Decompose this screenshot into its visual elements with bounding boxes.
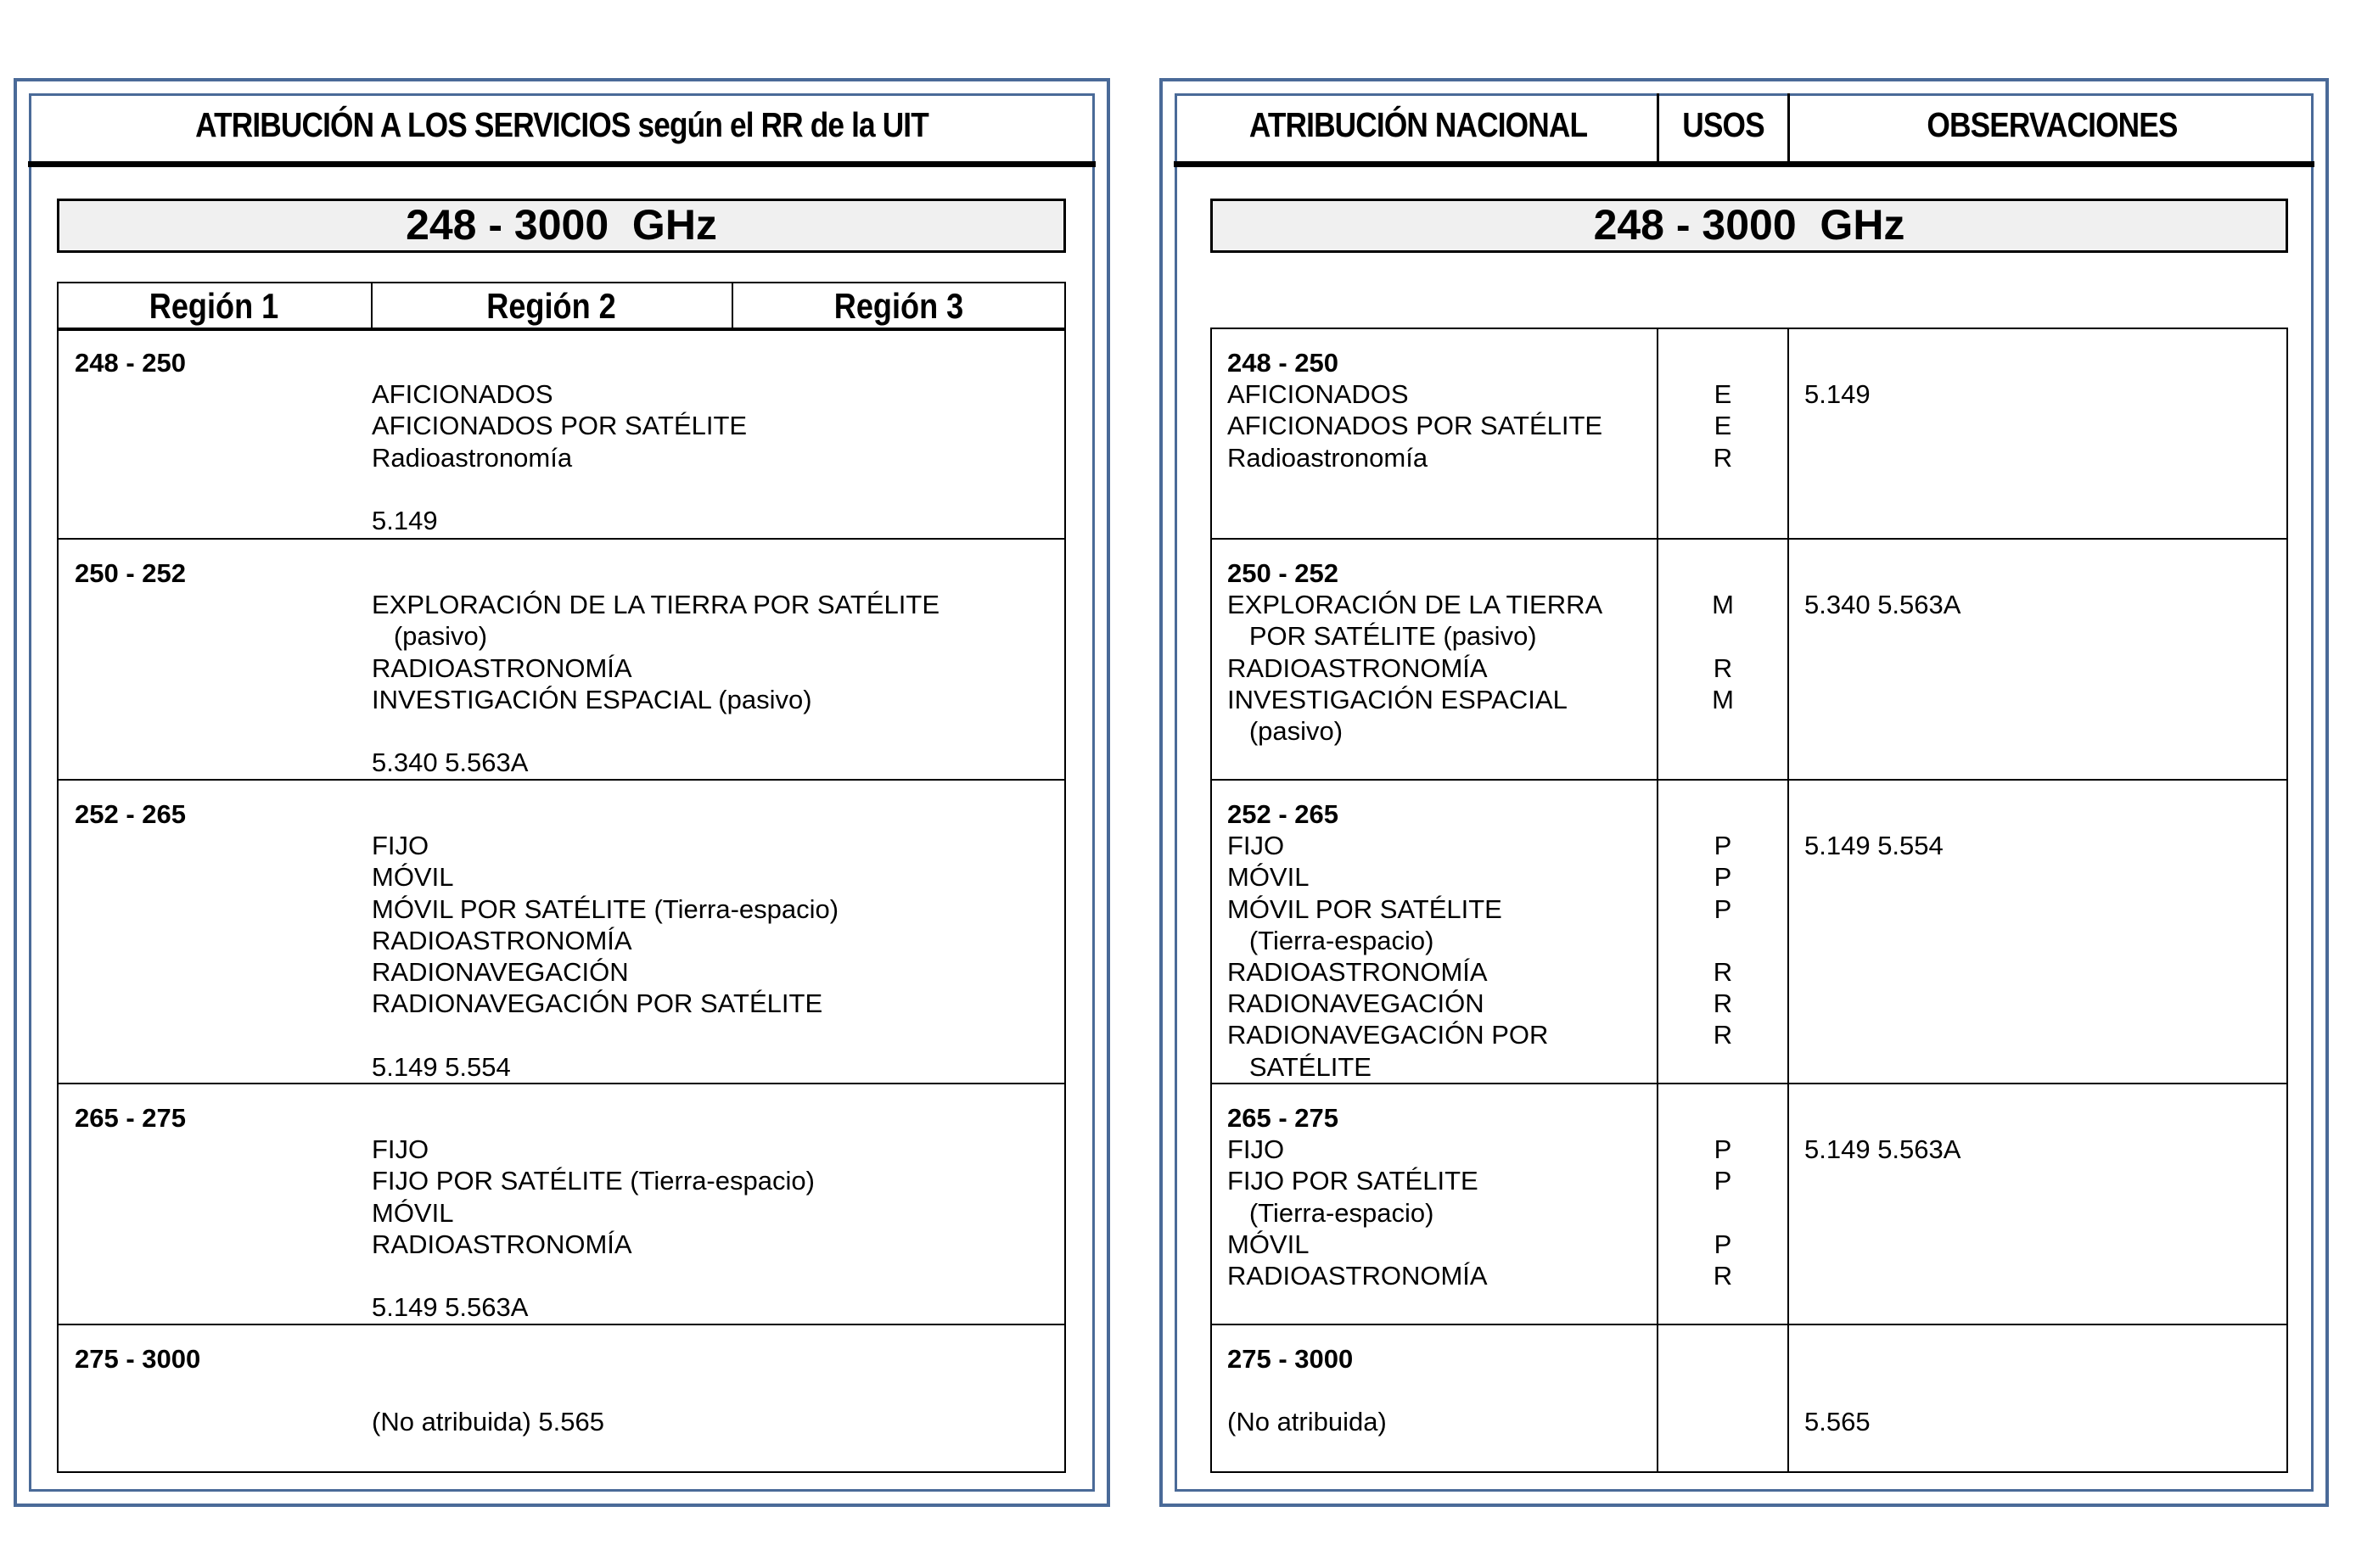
right-row-range: 252 - 265 [1227,799,1338,829]
right-row-service: (No atribuida) [1227,1407,1387,1437]
right-row-service: EXPLORACIÓN DE LA TIERRA [1227,590,1603,620]
right-row-service: AFICIONADOS [1227,379,1409,410]
right-row-uso: R [1713,957,1733,987]
right-row-divider [1210,1324,2288,1325]
right-row-service: RADIOASTRONOMÍA [1227,1261,1488,1291]
right-row-uso: M [1712,590,1734,620]
left-row-line: MÓVIL [372,1197,454,1228]
right-row-observaciones: 5.340 5.563A [1804,590,1961,620]
left-row-line: RADIOASTRONOMÍA [372,652,632,683]
left-row-line: (pasivo) [372,621,488,652]
right-row-service: RADIOASTRONOMÍA [1227,652,1488,683]
region-3-label: Región 3 [833,286,964,326]
right-row-service: AFICIONADOS POR SATÉLITE [1227,411,1603,441]
left-row-range: 265 - 275 [75,1103,186,1133]
left-row-line: RADIONAVEGACIÓN [372,957,629,987]
right-band-title: 248 - 3000 GHz [1210,199,2288,253]
left-title: ATRIBUCIÓN A LOS SERVICIOS según el RR de la UIT [195,105,928,144]
left-row-line: 5.149 5.563A [372,1292,529,1323]
right-row-service: FIJO [1227,831,1285,861]
right-row-uso: P [1714,1166,1732,1196]
right-row-service: MÓVIL [1227,862,1310,893]
right-row-service: SATÉLITE [1227,1051,1372,1082]
left-row-line: EXPLORACIÓN DE LA TIERRA POR SATÉLITE [372,590,940,620]
right-row-uso: E [1714,411,1732,441]
left-row-line: RADIOASTRONOMÍA [372,1229,632,1259]
right-row-service: (Tierra-espacio) [1227,925,1434,955]
left-row-range: 252 - 265 [75,799,186,829]
left-header-rule [28,161,1096,167]
right-row-observaciones: 5.149 [1804,379,1871,410]
right-header-rule [1174,161,2314,167]
right-row-service: INVESTIGACIÓN ESPACIAL [1227,684,1568,714]
header-observaciones: OBSERVACIONES [1927,105,2178,144]
left-row-divider [57,1324,1066,1325]
left-row-line: FIJO POR SATÉLITE (Tierra-espacio) [372,1166,815,1196]
right-row-uso: R [1713,652,1733,683]
right-row-service: RADIOASTRONOMÍA [1227,957,1488,987]
right-row-uso: R [1713,442,1733,473]
header-sep-1 [1657,93,1659,165]
right-row-uso: P [1714,1134,1732,1165]
right-row-divider [1210,538,2288,540]
right-row-divider [1210,1083,2288,1084]
right-row-service: Radioastronomía [1227,442,1428,473]
right-row-service: POR SATÉLITE (pasivo) [1227,621,1537,652]
right-row-service: MÓVIL POR SATÉLITE [1227,893,1502,924]
region-1-label: Región 1 [149,286,279,326]
right-row-uso: P [1714,893,1732,924]
left-row-line: RADIONAVEGACIÓN POR SATÉLITE [372,988,823,1019]
left-row-range: 248 - 250 [75,348,186,378]
left-row-line: MÓVIL POR SATÉLITE (Tierra-espacio) [372,893,839,924]
right-row-observaciones: 5.565 [1804,1407,1871,1437]
right-row-service: FIJO POR SATÉLITE [1227,1166,1478,1196]
left-row-line: RADIOASTRONOMÍA [372,925,632,955]
left-row-line: FIJO [372,831,429,861]
left-row-line: MÓVIL [372,862,454,893]
left-row-line: INVESTIGACIÓN ESPACIAL (pasivo) [372,684,812,714]
right-row-observaciones: 5.149 5.563A [1804,1134,1961,1165]
right-row-uso: R [1713,988,1733,1019]
right-row-service: (Tierra-espacio) [1227,1197,1434,1228]
left-row-line: 5.149 5.554 [372,1051,511,1082]
right-row-uso: P [1714,862,1732,893]
region-sep-1 [371,282,373,331]
left-row-line: FIJO [372,1134,429,1165]
left-row-line: AFICIONADOS POR SATÉLITE [372,411,748,441]
right-row-service: (pasivo) [1227,716,1343,746]
left-row-line: 5.149 [372,506,438,535]
header-usos: USOS [1682,105,1764,144]
right-row-service: MÓVIL [1227,1229,1310,1259]
right-row-service: FIJO [1227,1134,1285,1165]
right-row-uso: E [1714,379,1732,410]
left-row-range: 275 - 3000 [75,1344,201,1374]
right-row-divider [1210,779,2288,781]
left-band-title: 248 - 3000 GHz [57,199,1066,253]
region-sep-2 [732,282,733,331]
header-sep-2 [1787,93,1790,165]
left-row-line: Radioastronomía [372,442,573,473]
right-row-uso: P [1714,831,1732,861]
left-row-divider [57,779,1066,781]
right-row-range: 250 - 252 [1227,558,1338,588]
right-row-range: 265 - 275 [1227,1103,1338,1133]
left-row-divider [57,1083,1066,1084]
right-row-uso: R [1713,1020,1733,1050]
region-2-label: Región 2 [486,286,616,326]
right-col-sep-2 [1787,328,1789,1473]
header-atribucion-nacional: ATRIBUCIÓN NACIONAL [1248,105,1588,144]
left-row-range: 250 - 252 [75,558,186,588]
left-row-divider [57,538,1066,540]
right-row-uso: P [1714,1229,1732,1259]
right-row-uso: R [1713,1261,1733,1291]
left-row-line: (No atribuida) 5.565 [372,1407,604,1437]
right-row-uso: M [1712,684,1734,714]
left-row-line: 5.340 5.563A [372,748,529,778]
left-row-line: AFICIONADOS [372,379,553,410]
right-row-range: 275 - 3000 [1227,1344,1354,1374]
right-row-service: RADIONAVEGACIÓN POR [1227,1020,1549,1050]
right-row-range: 248 - 250 [1227,348,1338,378]
right-row-service: RADIONAVEGACIÓN [1227,988,1484,1019]
right-row-observaciones: 5.149 5.554 [1804,831,1944,861]
